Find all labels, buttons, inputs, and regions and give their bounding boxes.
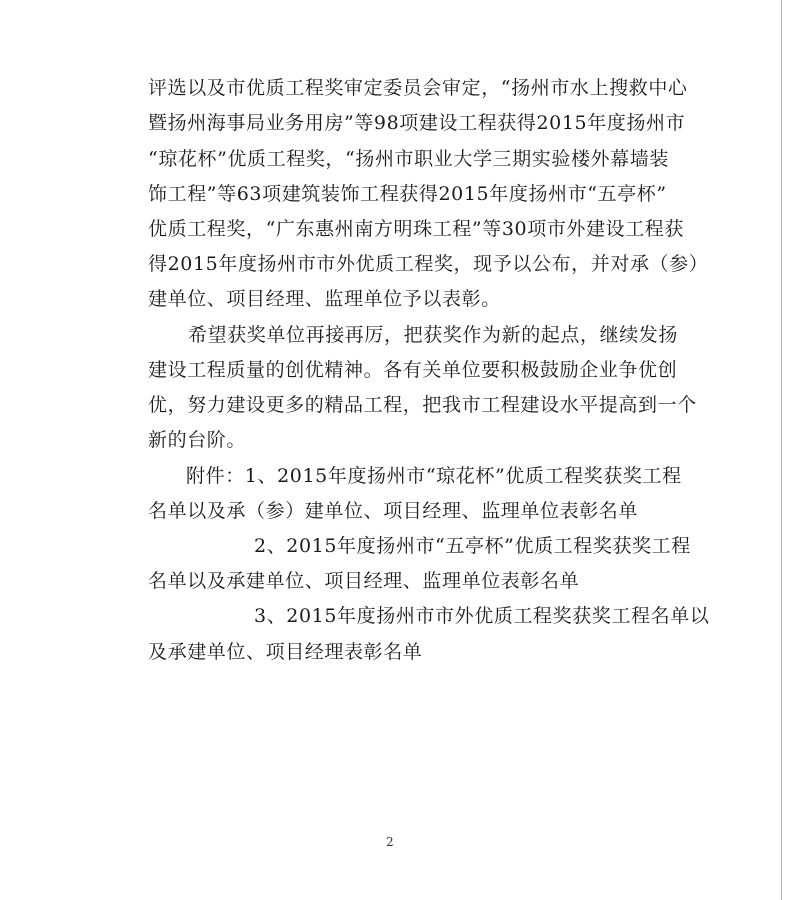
page-edge-line (781, 0, 782, 900)
paragraph-2-line-2: 建设工程质量的创优精神。各有关单位要积极鼓励企业争优创 (148, 359, 678, 381)
paragraph-2-line-3: 优，努力建设更多的精品工程，把我市工程建设水平提高到一个 (148, 394, 697, 416)
attachment-2-line-2: 名单以及承建单位、项目经理、监理单位表彰名单 (148, 570, 580, 592)
paragraph-2-line-1: 希望获奖单位再接再厉，把获奖作为新的起点，继续发扬 (188, 324, 679, 346)
paragraph-1-line-7: 建单位、项目经理、监理单位予以表彰。 (148, 288, 501, 310)
attachment-3-line-2: 及承建单位、项目经理表彰名单 (148, 641, 423, 663)
attachment-3-line-1: 3、2015年度扬州市市外优质工程奖获奖工程名单以 (254, 605, 710, 627)
paragraph-1-line-3: “琼花杯”优质工程奖，“扬州市职业大学三期实验楼外幕墙装 (148, 148, 669, 170)
attachment-1-line-1: 附件：1、2015年度扬州市“琼花杯”优质工程奖获奖工程 (186, 465, 682, 487)
paragraph-2-line-4: 新的台阶。 (148, 429, 247, 451)
paragraph-1-line-1: 评选以及市优质工程奖审定委员会审定，“扬州市水上搜救中心 (148, 77, 688, 99)
paragraph-1-line-6: 得2015年度扬州市市外优质工程奖，现予以公布，并对承（参） (148, 253, 709, 275)
attachment-2-line-1: 2、2015年度扬州市“五亭杯”优质工程奖获奖工程 (254, 535, 691, 557)
paragraph-1-line-4: 饰工程”等63项建筑装饰工程获得2015年度扬州市“五亭杯” (148, 183, 667, 205)
page-number: 2 (386, 835, 394, 849)
attachment-1-line-2: 名单以及承（参）建单位、项目经理、监理单位表彰名单 (148, 500, 639, 522)
paragraph-1-line-5: 优质工程奖，“广东惠州南方明珠工程”等30项市外建设工程获 (148, 218, 685, 240)
paragraph-1-line-2: 暨扬州海事局业务用房”等98项建设工程获得2015年度扬州市 (148, 112, 686, 134)
